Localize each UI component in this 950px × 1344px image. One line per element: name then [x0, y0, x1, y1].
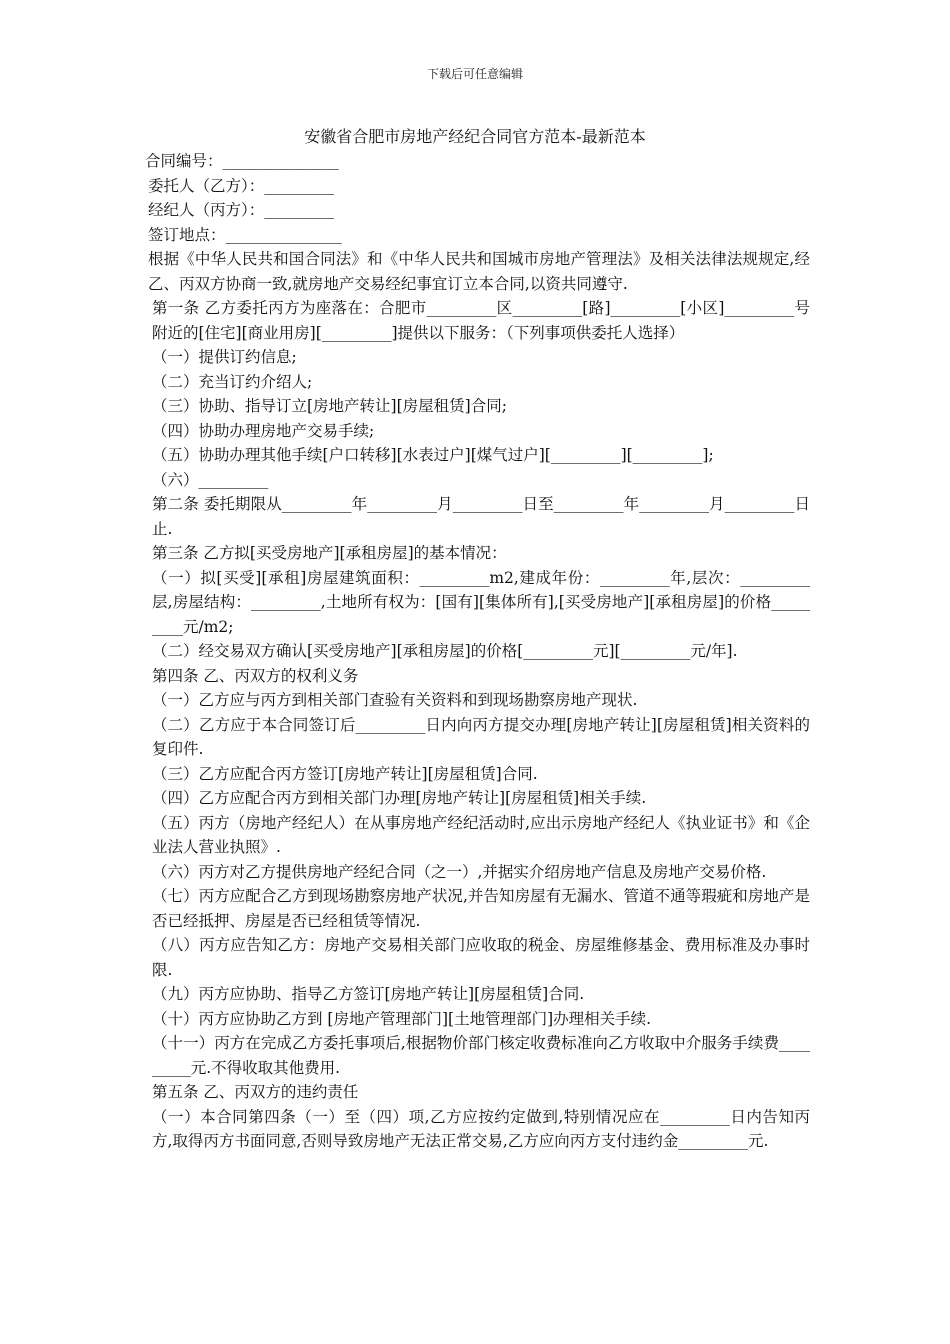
page-header-note: 下载后可任意编辑	[426, 67, 523, 81]
signing-place-line: 签订地点：_______________	[148, 225, 342, 244]
preamble-paragraph: 根据《中华人民共和国合同法》和《中华人民共和国城市房地产管理法》及相关法律法规规定,经乙、丙双方协商一致,就房地产交易经纪事宜订立本合同,以资共同遵守.	[148, 250, 810, 293]
article-4-item-9: （九）丙方应协助、指导乙方签订[房地产转让][房屋租赁]合同.	[152, 985, 585, 1003]
article-4-item-4: （四）乙方应配合丙方到相关部门办理[房地产转让][房屋租赁]相关手续.	[152, 789, 647, 807]
article-5: 第五条 乙、丙双方的违约责任	[152, 1083, 359, 1101]
article-4-item-1: （一）乙方应与丙方到相关部门查验有关资料和到现场勘察房地产现状.	[152, 691, 638, 709]
article-4: 第四条 乙、丙双方的权利义务	[152, 666, 359, 685]
article-1-item-1: （一）提供订约信息;	[152, 348, 297, 366]
article-4-item-3: （三）乙方应配合丙方签订[房地产转让][房屋租赁]合同.	[152, 764, 538, 783]
article-1-item-4: （四）协助办理房地产交易手续;	[152, 421, 375, 440]
article-3-item-1: （一）拟[买受][承租]房屋建筑面积：_________m2,建成年份：_________年,层次：_________层,房屋结构：_________,土地所有权为：[国有][集体所有],[买受房地产][承租房屋]的价格_________元/m2;	[152, 568, 810, 636]
document-title: 安徽省合肥市房地产经纪合同官方范本-最新范本	[304, 127, 646, 146]
article-1-item-6: （六）_________	[152, 470, 269, 489]
article-4-item-6: （六）丙方对乙方提供房地产经纪合同（之一）,并据实介绍房地产信息及房地产交易价格.	[152, 862, 767, 881]
article-2: 第二条 委托期限从_________年_________月_________日至_________年_________月_________日止.	[152, 495, 810, 538]
article-1-item-3: （三）协助、指导订立[房地产转让][房屋租赁]合同;	[152, 397, 507, 415]
document-body	[145, 149, 810, 1154]
article-4-item-2: （二）乙方应于本合同签订后_________日内向丙方提交办理[房地产转让][房屋租赁]相关资料的复印件.	[152, 715, 810, 758]
article-5-item-1: （一）本合同第四条（一）至（四）项,乙方应按约定做到,特别情况应在_________日内告知丙方,取得丙方书面同意,否则导致房地产无法正常交易,乙方应向丙方支付违约金_________元.	[152, 1107, 810, 1150]
article-4-item-10: （十）丙方应协助乙方到 [房地产管理部门][土地管理部门]办理相关手续.	[152, 1009, 652, 1028]
principal-party-line: 委托人（乙方）：_________	[148, 176, 335, 195]
article-4-item-7: （七）丙方应配合乙方到现场勘察房地产状况,并告知房屋有无漏水、管道不通等瑕疵和房地产是否已经抵押、房屋是否已经租赁等情况.	[152, 887, 810, 930]
article-1-item-2: （二）充当订约介绍人;	[152, 372, 313, 391]
article-4-item-8: （八）丙方应告知乙方：房地产交易相关部门应收取的税金、房屋维修基金、费用标准及办事时限.	[152, 936, 810, 979]
article-4-item-5: （五）丙方（房地产经纪人）在从事房地产经纪活动时,应出示房地产经纪人《执业证书》和《企业法人营业执照》.	[152, 813, 810, 856]
broker-party-line: 经纪人（丙方）：_________	[148, 201, 335, 219]
article-3: 第三条 乙方拟[买受房地产][承租房屋]的基本情况：	[152, 544, 507, 562]
contract-number-line: 合同编号：_______________	[145, 152, 339, 170]
article-1-item-5: （五）协助办理其他手续[户口转移][水表过户][煤气过户][_________][_________];	[152, 446, 714, 464]
article-3-item-2: （二）经交易双方确认[买受房地产][承租房屋]的价格[_________元][_________元/年].	[152, 642, 738, 660]
article-4-item-11: （十一）丙方在完成乙方委托事项后,根据物价部门核定收费标准向乙方收取中介服务手续费_________元.不得收取其他费用.	[152, 1034, 810, 1077]
article-1: 第一条 乙方委托丙方为座落在：合肥市_________区_________[路]_________[小区]_________号附近的[住宅][商业用房][_________]提供以下服务：（下列事项供委托人选择）	[152, 299, 810, 342]
